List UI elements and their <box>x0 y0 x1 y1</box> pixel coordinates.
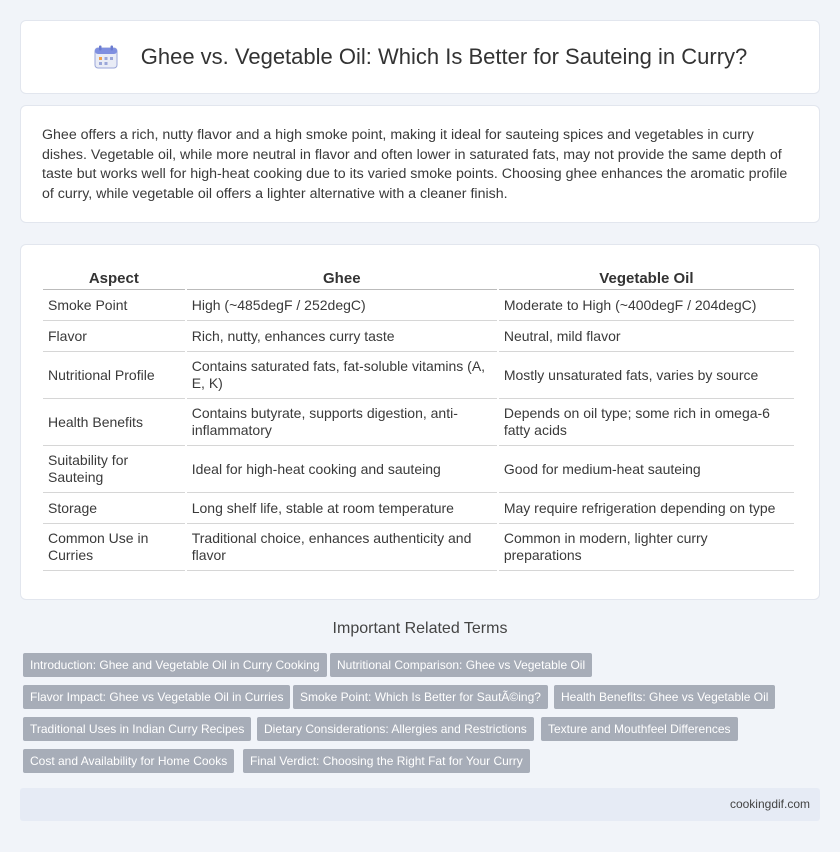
table-cell: Suitability for Sauteing <box>43 446 185 493</box>
table-cell: Nutritional Profile <box>43 352 185 399</box>
intro-card <box>20 105 820 223</box>
table-cell: Health Benefits <box>43 399 185 446</box>
footer <box>20 788 820 821</box>
comparison-table <box>41 265 796 571</box>
related-tag[interactable]: Texture and Mouthfeel Differences <box>541 717 738 741</box>
table-cell: Common in modern, lighter curry preparations <box>499 524 794 571</box>
table-cell: Traditional choice, enhances authenticity and flavor <box>187 524 497 571</box>
related-tag[interactable]: Dietary Considerations: Allergies and Restrictions <box>257 717 534 741</box>
calendar-icon <box>93 44 119 70</box>
table-row <box>43 493 794 524</box>
related-tag[interactable]: Nutritional Comparison: Ghee vs Vegetable Oil <box>330 653 592 677</box>
table-header-row <box>43 265 794 290</box>
table-cell: May require refrigeration depending on type <box>499 493 794 524</box>
table-cell: Good for medium-heat sauteing <box>499 446 794 493</box>
table-cell: Common Use in Curries <box>43 524 185 571</box>
comparison-table-card <box>20 244 820 600</box>
table-cell: Neutral, mild flavor <box>499 321 794 352</box>
table-cell: Long shelf life, stable at room temperature <box>187 493 497 524</box>
table-row <box>43 321 794 352</box>
table-row <box>43 446 794 493</box>
table-cell: Ideal for high-heat cooking and sauteing <box>187 446 497 493</box>
related-tag[interactable]: Introduction: Ghee and Vegetable Oil in Curry Cooking <box>23 653 327 677</box>
related-tag[interactable]: Cost and Availability for Home Cooks <box>23 749 234 773</box>
table-cell: Smoke Point <box>43 290 185 321</box>
header-aspect: Aspect <box>43 265 185 290</box>
related-tag[interactable]: Smoke Point: Which Is Better for SautÃ©ing? <box>293 685 548 709</box>
related-tag[interactable]: Final Verdict: Choosing the Right Fat for Your Curry <box>243 749 530 773</box>
table-row <box>43 352 794 399</box>
header-vegetable-oil: Vegetable Oil <box>499 265 794 290</box>
related-tag[interactable]: Health Benefits: Ghee vs Vegetable Oil <box>554 685 775 709</box>
header-card <box>20 20 820 94</box>
table-cell: Contains saturated fats, fat-soluble vitamins (A, E, K) <box>187 352 497 399</box>
table-cell: Moderate to High (~400degF / 204degC) <box>499 290 794 321</box>
footer-site-link[interactable]: cookingdif.com <box>729 797 810 811</box>
related-tag[interactable]: Traditional Uses in Indian Curry Recipes <box>23 717 251 741</box>
intro-text: Ghee offers a rich, nutty flavor and a high smoke point, making it ideal for sauteing spices and vegetables in curry dishes. Vegetable oil, while more neutral in flavor and often lower in saturated fats, may not provide the same depth of taste but works well for high-heat cooking due to its varied smoke points. Choosing ghee enhances the aromatic profile of curry, while vegetable oil offers a lighter alternative with a cleaner finish. <box>42 127 788 202</box>
table-row <box>43 290 794 321</box>
table-cell: Flavor <box>43 321 185 352</box>
related-terms-title: Important Related Terms <box>332 620 508 637</box>
table-cell: Contains butyrate, supports digestion, anti-inflammatory <box>187 399 497 446</box>
table-cell: High (~485degF / 252degC) <box>187 290 497 321</box>
related-tag[interactable]: Flavor Impact: Ghee vs Vegetable Oil in Curries <box>23 685 290 709</box>
table-cell: Depends on oil type; some rich in omega-6 fatty acids <box>499 399 794 446</box>
table-cell: Storage <box>43 493 185 524</box>
table-row <box>43 524 794 571</box>
table-row <box>43 399 794 446</box>
table-cell: Mostly unsaturated fats, varies by source <box>499 352 794 399</box>
header-ghee: Ghee <box>187 265 497 290</box>
table-cell: Rich, nutty, enhances curry taste <box>187 321 497 352</box>
page-title: Ghee vs. Vegetable Oil: Which Is Better for Sauteing in Curry? <box>140 44 748 69</box>
